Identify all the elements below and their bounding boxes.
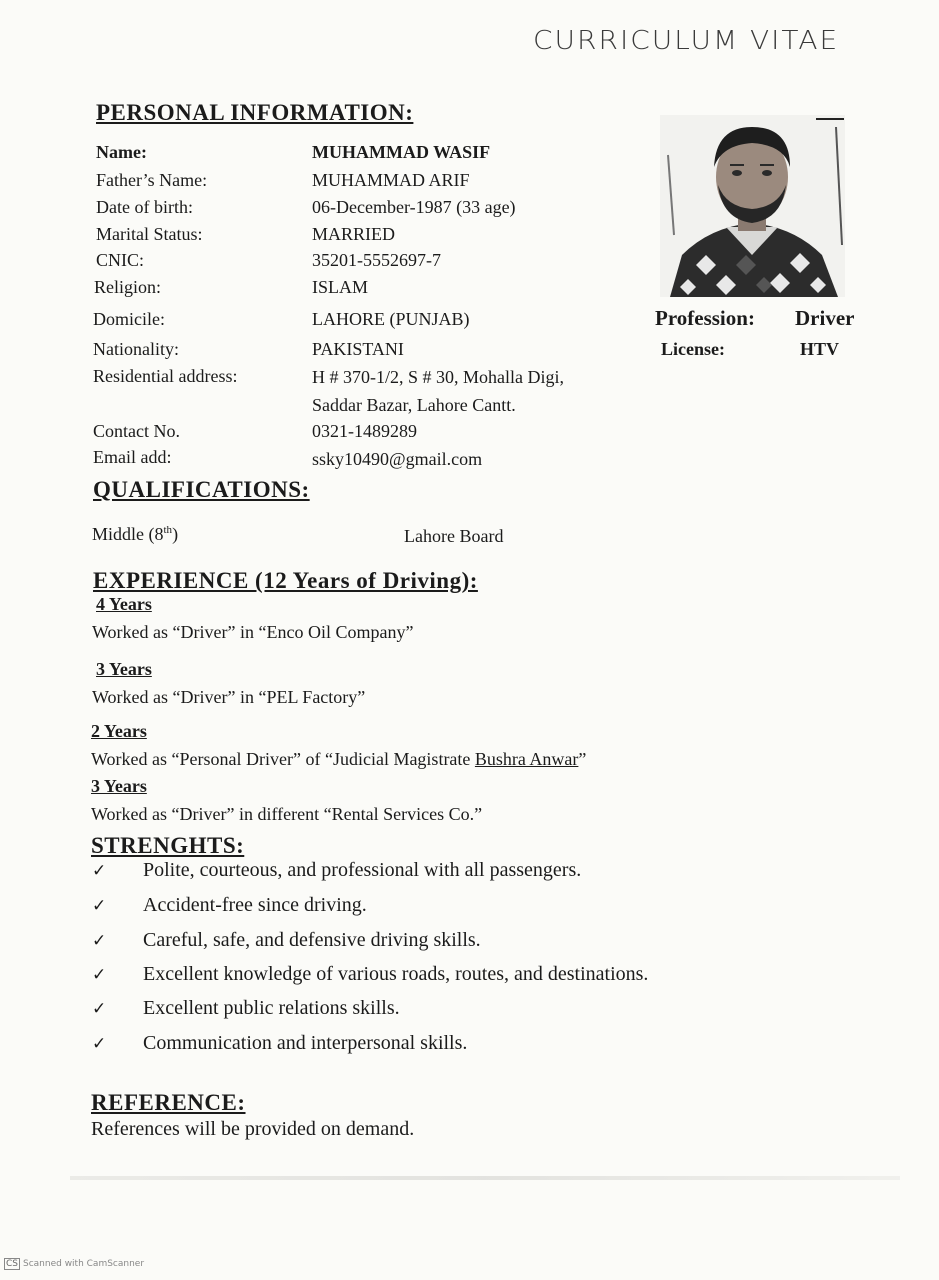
- qualifications-heading: QUALIFICATIONS:: [93, 477, 310, 502]
- reference-heading: REFERENCE:: [91, 1090, 246, 1115]
- experience-heading: EXPERIENCE (12 Years of Driving):: [93, 568, 478, 593]
- email-label: Email add:: [93, 447, 172, 467]
- address-line-2: Saddar Bazar, Lahore Cantt.: [312, 395, 516, 415]
- license-value: HTV: [800, 339, 840, 359]
- profession-value: Driver: [795, 306, 855, 330]
- father-name-value: MUHAMMAD ARIF: [312, 170, 470, 190]
- checkmark-icon: ✓: [92, 896, 107, 916]
- qualification-degree: [92, 524, 178, 545]
- email-value: ssky10490@gmail.com: [312, 449, 483, 469]
- reference-text: References will be provided on demand.: [91, 1118, 415, 1140]
- religion-label: Religion:: [94, 277, 161, 297]
- marital-status-value: MARRIED: [312, 224, 396, 244]
- experience-description: Worked as “Driver” in different “Rental Services Co.”: [91, 804, 483, 824]
- camscanner-watermark: [4, 1258, 144, 1270]
- experience-description: Worked as “Driver” in “Enco Oil Company”: [92, 622, 414, 642]
- degree-close: ): [172, 524, 179, 544]
- strength-item: Communication and interpersonal skills.: [143, 1032, 468, 1054]
- checkmark-icon: ✓: [92, 999, 107, 1019]
- checkmark-icon: ✓: [92, 861, 107, 881]
- name-label: Name:: [96, 142, 147, 162]
- strength-item: Polite, courteous, and professional with all passengers.: [143, 859, 582, 881]
- scan-artifact: [70, 1176, 900, 1180]
- description-close: ”: [578, 749, 587, 769]
- checkmark-icon: ✓: [92, 931, 107, 951]
- checkmark-icon: ✓: [92, 1034, 107, 1054]
- description-text: Worked as “Personal Driver” of “Judicial Magistrate: [91, 749, 475, 769]
- experience-years: 2 Years: [91, 721, 147, 741]
- degree-superscript: th: [163, 524, 173, 536]
- dob-value: 06-December-1987 (33 age): [312, 197, 516, 217]
- profession-label: Profession:: [655, 306, 755, 330]
- experience-description: Worked as “Driver” in “PEL Factory”: [92, 687, 366, 707]
- camscanner-logo-icon: CS: [6, 1259, 18, 1269]
- domicile-label: Domicile:: [93, 309, 165, 329]
- contact-label: Contact No.: [93, 421, 180, 441]
- strength-item: Careful, safe, and defensive driving skills.: [143, 929, 481, 951]
- checkmark-icon: ✓: [92, 965, 107, 985]
- cv-title: CURRICULUM VITAE: [533, 25, 840, 56]
- marital-status-label: Marital Status:: [96, 224, 203, 244]
- father-name-label: Father’s Name:: [96, 170, 208, 190]
- strength-item: Excellent knowledge of various roads, routes, and destinations.: [143, 963, 649, 985]
- personal-info-heading: PERSONAL INFORMATION:: [96, 100, 414, 125]
- name-value: MUHAMMAD WASIF: [312, 142, 491, 162]
- degree-text: Middle (8: [92, 524, 164, 544]
- address-label: Residential address:: [93, 366, 238, 386]
- cnic-label: CNIC:: [96, 250, 145, 270]
- experience-years: 4 Years: [96, 594, 152, 614]
- dob-label: Date of birth:: [96, 197, 193, 217]
- domicile-value: LAHORE (PUNJAB): [312, 309, 470, 329]
- cnic-value: 35201-5552697-7: [312, 250, 441, 270]
- experience-description: [91, 749, 586, 770]
- religion-value: ISLAM: [312, 277, 369, 297]
- license-label: License:: [661, 339, 725, 359]
- qualification-board: Lahore Board: [404, 526, 504, 546]
- address-line-1: H # 370-1/2, S # 30, Mohalla Digi,: [312, 367, 564, 387]
- strengths-heading: STRENGHTS:: [91, 833, 245, 858]
- strength-item: Excellent public relations skills.: [143, 997, 400, 1019]
- magistrate-name: Bushra Anwar: [474, 749, 579, 769]
- contact-value: 0321-1489289: [312, 421, 417, 441]
- camscanner-text: Scanned with CamScanner: [23, 1259, 145, 1269]
- nationality-label: Nationality:: [93, 339, 179, 359]
- profile-photo: [660, 115, 845, 297]
- experience-years: 3 Years: [96, 659, 152, 679]
- strength-item: Accident-free since driving.: [143, 894, 367, 916]
- nationality-value: PAKISTANI: [312, 339, 404, 359]
- experience-years: 3 Years: [91, 776, 147, 796]
